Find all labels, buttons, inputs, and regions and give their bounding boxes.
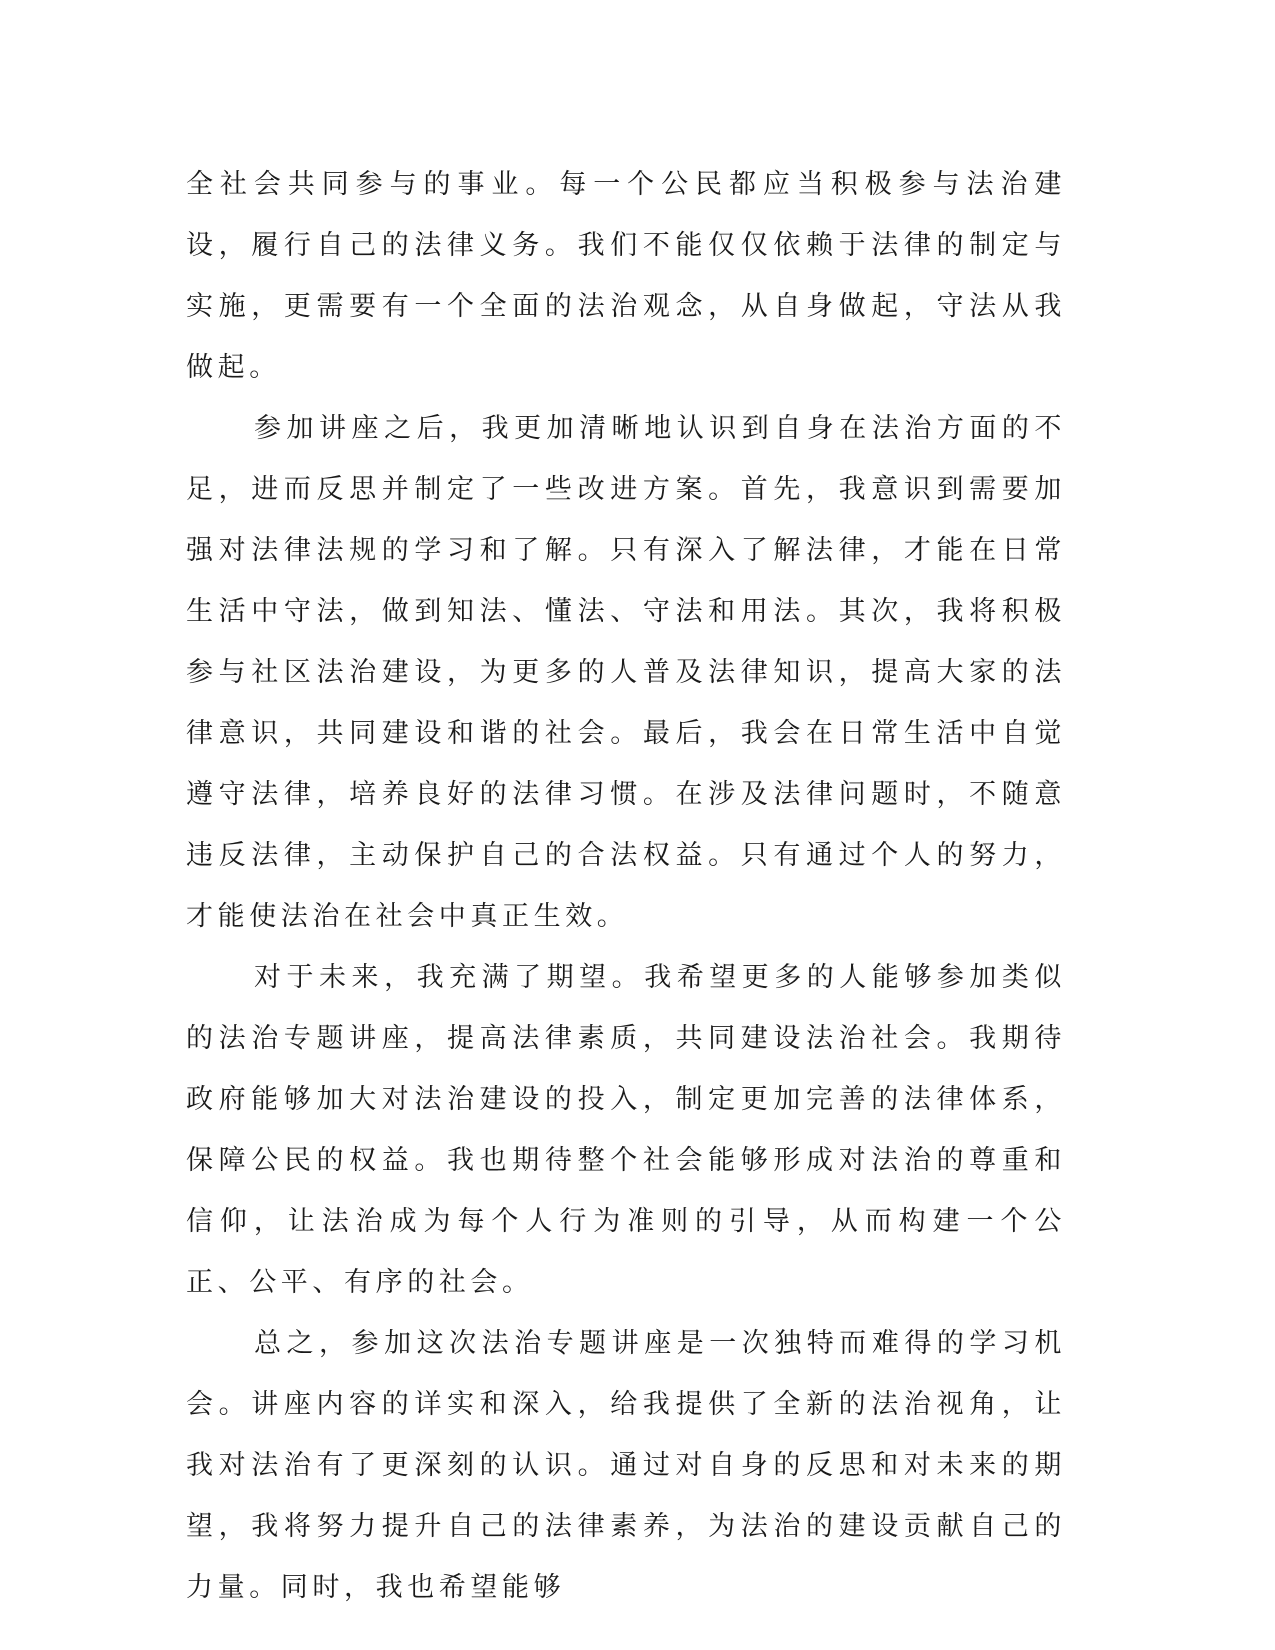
paragraph-self-reflection: 参加讲座之后，我更加清晰地认识到自身在法治方面的不足，进而反思并制定了一些改进方案。首先，我意识到需要加强对法律法规的学习和了解。只有深入了解法律，才能在日常生活中守法，做到知法、懂法、守法和用法。其次，我将积极参与社区法治建设，为更多的人普及法律知识，提高大家的法律意识，共同建设和谐的社会。最后，我会在日常生活中自觉遵守法律，培养良好的法律习惯。在涉及法律问题时，不随意违反法律，主动保护自己的合法权益。只有通过个人的努力，才能使法治在社会中真正生效。 xyxy=(186,413,1066,932)
paragraph-continued: 全社会共同参与的事业。每一个公民都应当积极参与法治建设，履行自己的法律义务。我们不能仅仅依赖于法律的制定与实施，更需要有一个全面的法治观念，从自身做起，守法从我做起。 xyxy=(186,169,1066,383)
paragraph-future-hopes: 对于未来，我充满了期望。我希望更多的人能够参加类似的法治专题讲座，提高法律素质，共同建设法治社会。我期待政府能够加大对法治建设的投入，制定更加完善的法律体系，保障公民的权益。我也期待整个社会能够形成对法治的尊重和信仰，让法治成为每个人行为准则的引导，从而构建一个公正、公平、有序的社会。 xyxy=(186,962,1066,1298)
document-body xyxy=(186,154,1066,1618)
paragraph-conclusion: 总之，参加这次法治专题讲座是一次独特而难得的学习机会。讲座内容的详实和深入，给我提供了全新的法治视角，让我对法治有了更深刻的认识。通过对自身的反思和对未来的期望，我将努力提升自己的法律素养，为法治的建设贡献自己的力量。同时，我也希望能够 xyxy=(186,1328,1066,1603)
